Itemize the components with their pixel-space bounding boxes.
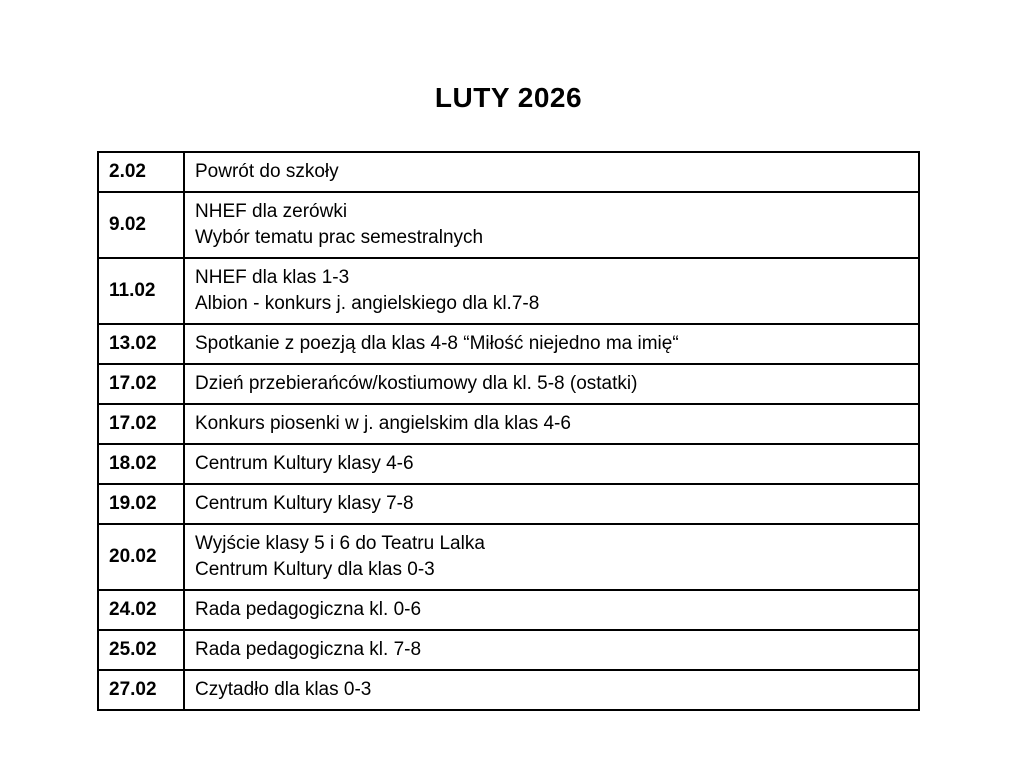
table-row [98,258,919,324]
table-row [98,404,919,444]
event-line: Albion - konkurs j. angielskiego dla kl.7-8 [195,293,540,314]
table-row [98,192,919,258]
table-row [98,630,919,670]
event-line: Centrum Kultury dla klas 0-3 [195,559,435,580]
event-cell [184,590,919,630]
event-line: Konkurs piosenki w j. angielskim dla klas 4-6 [195,413,571,434]
date-cell: 25.02 [98,630,184,670]
event-line: Rada pedagogiczna kl. 7-8 [195,639,422,660]
date-cell: 11.02 [98,258,184,324]
date-cell: 13.02 [98,324,184,364]
event-line: Powrót do szkoły [195,161,339,182]
events-table [97,151,920,711]
table-row [98,324,919,364]
date-cell: 17.02 [98,404,184,444]
table-row [98,152,919,192]
date-cell: 19.02 [98,484,184,524]
event-cell [184,364,919,404]
table-row [98,590,919,630]
page-title: LUTY 2026 [434,82,583,113]
event-cell [184,192,919,258]
event-cell [184,524,919,590]
event-line: Centrum Kultury klasy 7-8 [195,493,414,514]
table-row [98,524,919,590]
event-cell [184,444,919,484]
event-line: Dzień przebierańców/kostiumowy dla kl. 5-8 (ostatki) [195,373,638,394]
table-row [98,670,919,710]
event-cell [184,258,919,324]
event-cell [184,630,919,670]
date-cell: 24.02 [98,590,184,630]
event-line: Centrum Kultury klasy 4-6 [195,453,414,474]
date-cell: 27.02 [98,670,184,710]
table-row [98,364,919,404]
event-line: Czytadło dla klas 0-3 [195,679,372,700]
table-row [98,444,919,484]
event-line: Spotkanie z poezją dla klas 4-8 “Miłość niejedno ma imię“ [195,333,679,354]
date-cell: 18.02 [98,444,184,484]
event-line: Wybór tematu prac semestralnych [195,227,484,248]
event-line: Wyjście klasy 5 i 6 do Teatru Lalka [195,533,485,554]
event-cell [184,152,919,192]
events-table-body [98,152,919,710]
event-cell [184,404,919,444]
event-line: NHEF dla klas 1-3 [195,267,350,288]
date-cell: 9.02 [98,192,184,258]
event-line: Rada pedagogiczna kl. 0-6 [195,599,422,620]
date-cell: 20.02 [98,524,184,590]
date-cell: 2.02 [98,152,184,192]
event-cell [184,324,919,364]
event-line: NHEF dla zerówki [195,201,348,222]
event-cell [184,484,919,524]
table-row [98,484,919,524]
event-cell [184,670,919,710]
date-cell: 17.02 [98,364,184,404]
